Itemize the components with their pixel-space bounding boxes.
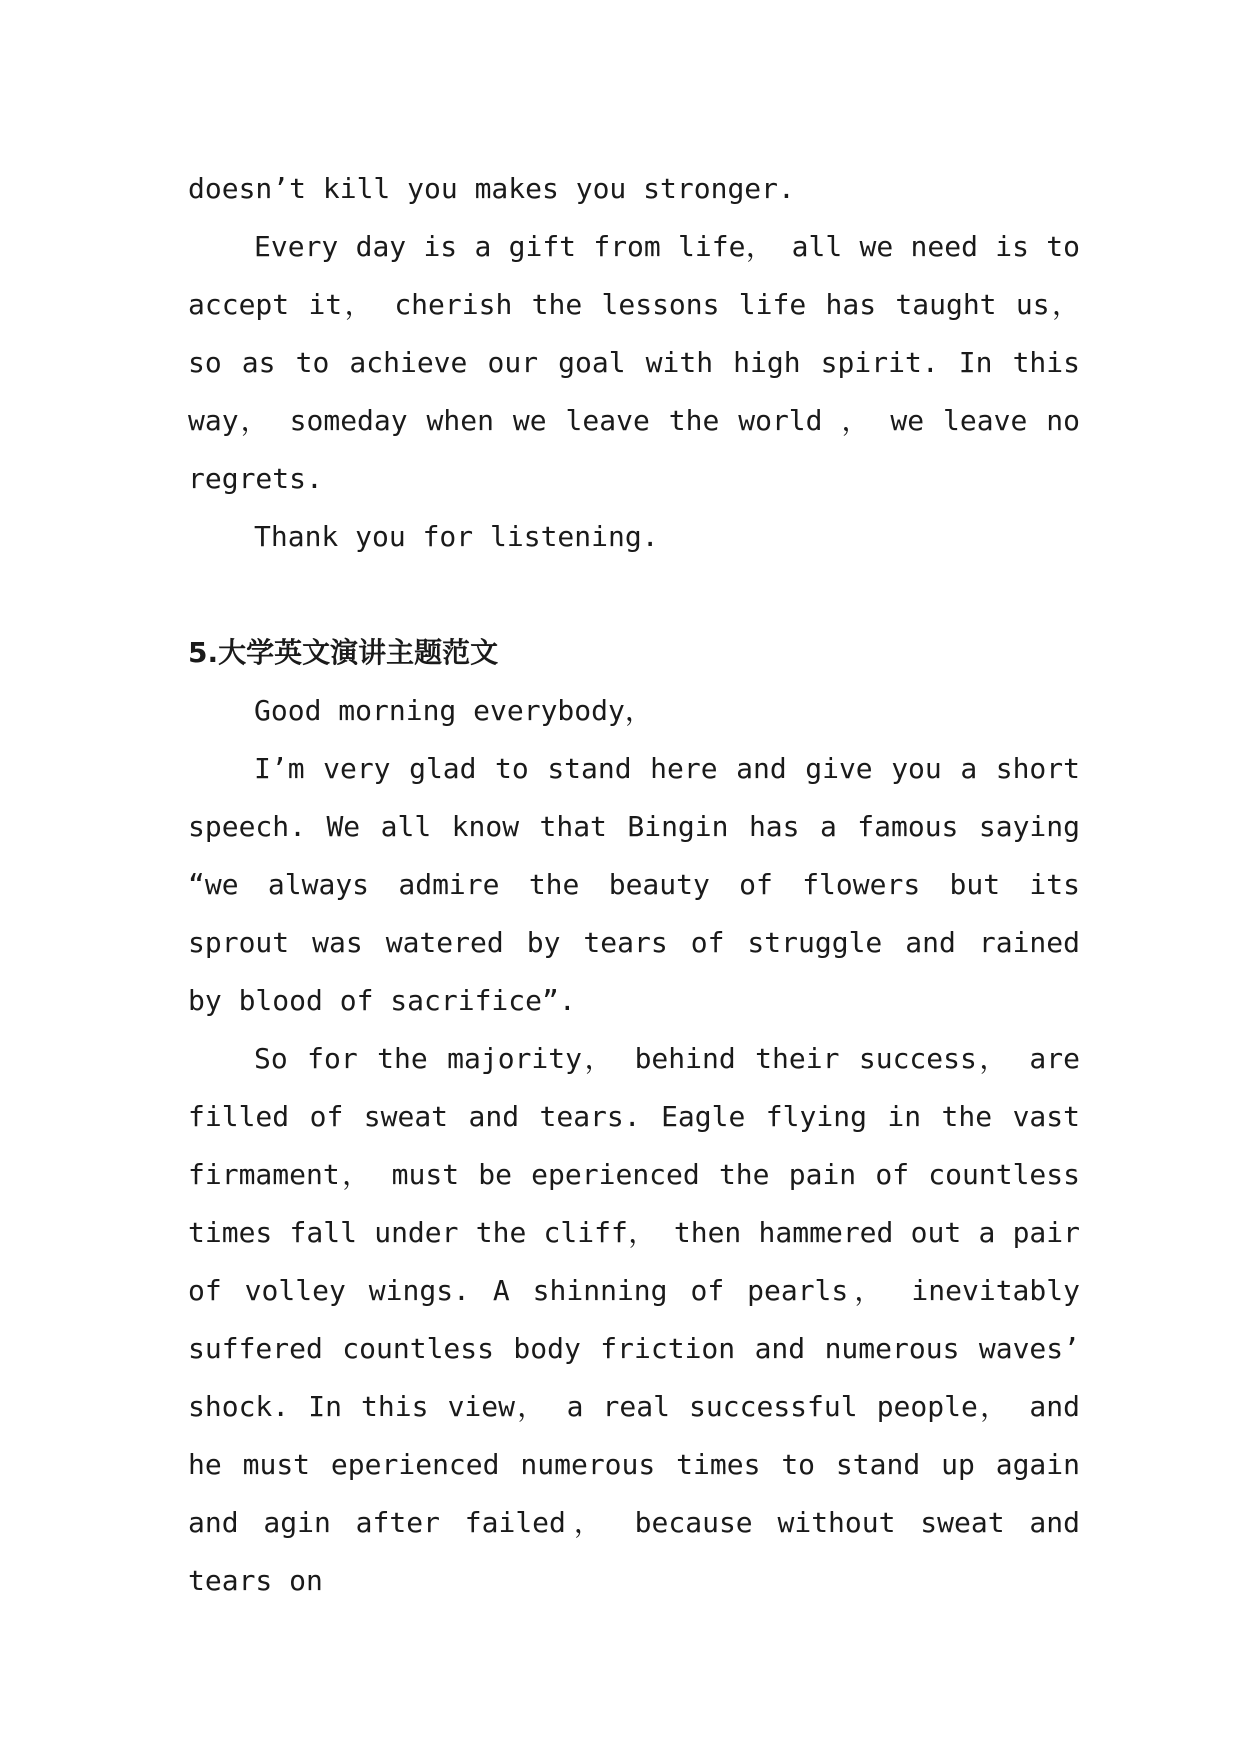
paragraph-bingin-saying: I’m very glad to stand here and give you a short speech. We all know that Bingin has a famous saying “we always admire the beauty of flowers but its sprout was watered by tears of struggle and rained by blood of sacrifice”. bbox=[188, 752, 1080, 1017]
section-heading: 5.大学英文演讲主题范文 bbox=[188, 636, 499, 669]
paragraph-gift-from-life: Every day is a gift from life， all we need is to accept it， cherish the lessons life has taught us， so as to achieve our goal with high spirit. In this way， someday when we leave the world ， we leave no regrets. bbox=[188, 230, 1080, 495]
document-body bbox=[188, 160, 1080, 1610]
paragraph-thank-you: Thank you for listening. bbox=[254, 520, 659, 553]
paragraph-sweat-and-tears: So for the majority， behind their success， are filled of sweat and tears. Eagle flying in the vast firmament， must be eperienced the pain of countless times fall under the cliff， then hammered out a pair of volley wings. A shinning of pearls， inevitably suffered countless body friction and numerous waves’ shock. In this view， a real successful people， and he must eperienced numerous times to stand up again and agin after failed， because without sweat and tears on bbox=[188, 1042, 1080, 1597]
paragraph-continuation: doesn’t kill you makes you stronger. bbox=[188, 172, 795, 205]
paragraph-greeting: Good morning everybody， bbox=[254, 694, 653, 727]
section-spacer bbox=[188, 566, 1080, 624]
